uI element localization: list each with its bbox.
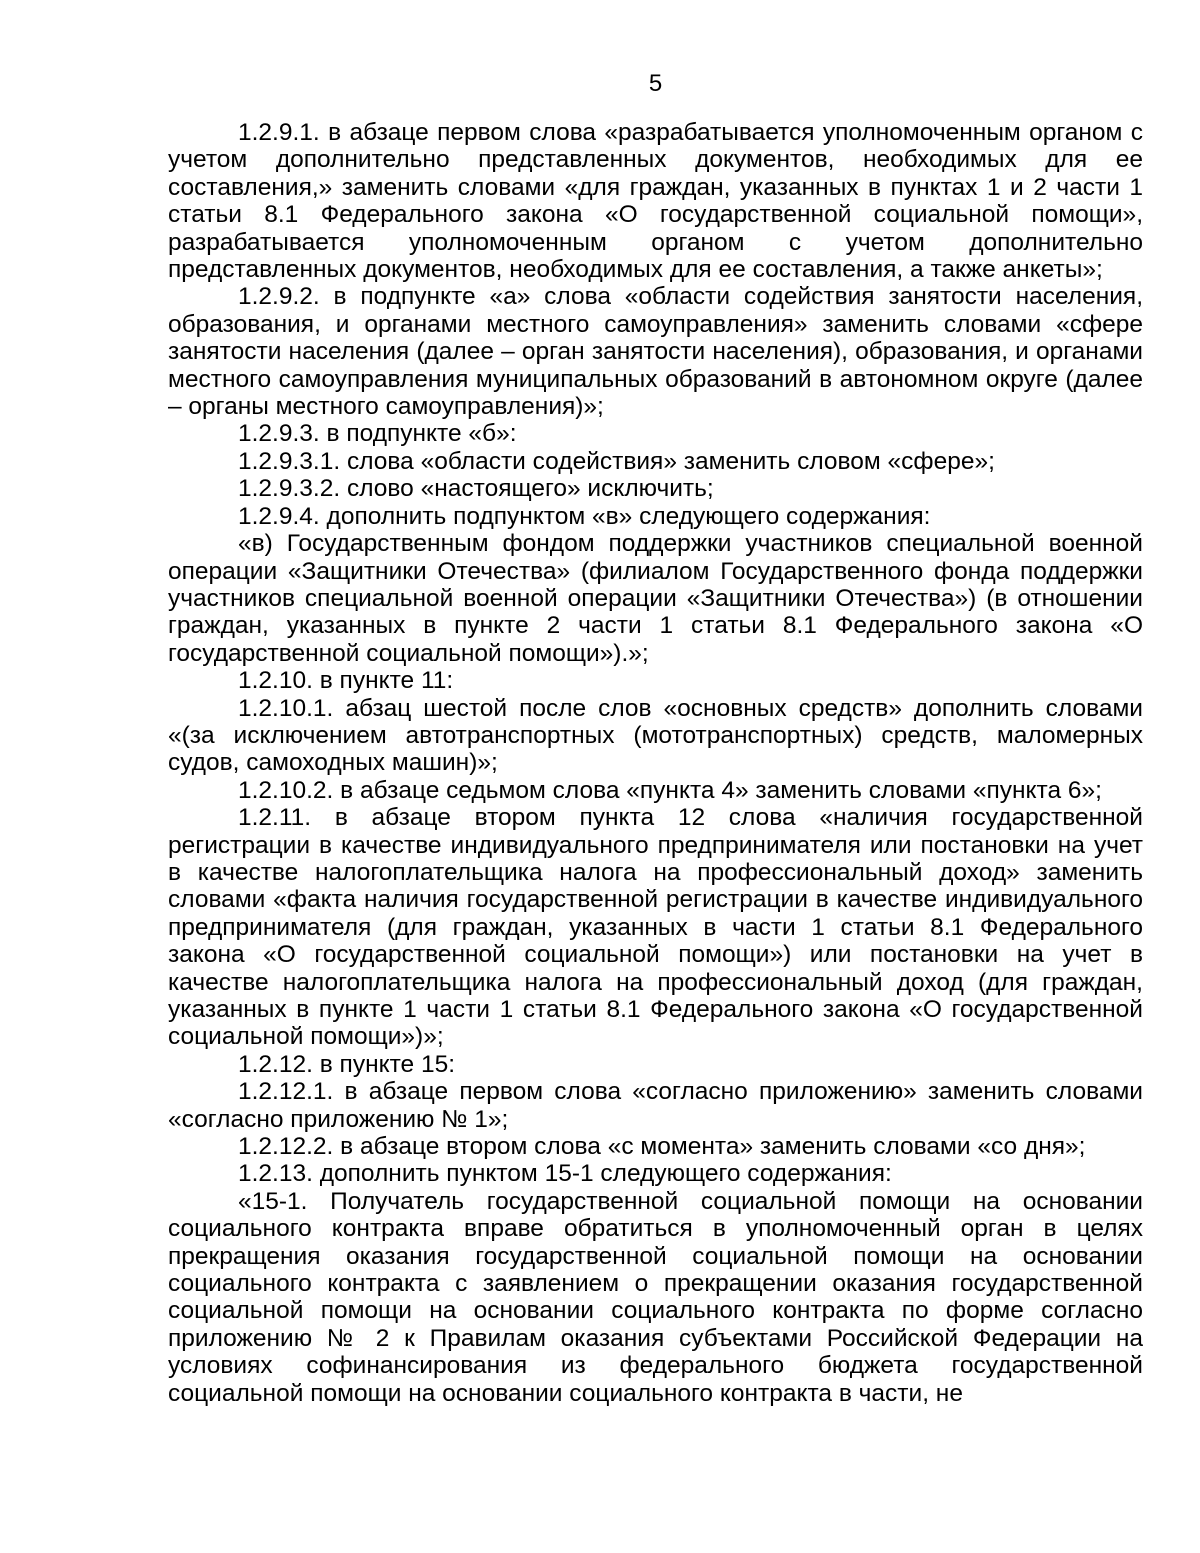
- paragraph: 1.2.9.3. в подпункте «б»:: [238, 420, 517, 448]
- paragraph: 1.2.10. в пункте 11:: [238, 667, 454, 695]
- page-number: 5: [648, 70, 663, 97]
- paragraph: 1.2.12.2. в абзаце втором слова «с момента» заменить словами «со дня»;: [238, 1133, 1086, 1161]
- paragraph: 1.2.9.3.1. слова «области содействия» заменить словом «сфере»;: [238, 447, 995, 475]
- document-body: [168, 119, 1143, 1407]
- paragraph: 1.2.11. в абзаце втором пункта 12 слова «наличия государственной регистрации в качестве индивидуального предпринимателя или постановки на учет в качестве налогоплательщика налога на профессиональный доход» заменить словами «факта наличия государственной регистрации в качестве индивидуального предпринимателя (для граждан, указанных в части 1 статьи 8.1 Федерального закона «О государственной социальной помощи») или постановки на учет в качестве налогоплательщика налога на профессиональный доход (для граждан, указанных в пункте 1 части 1 статьи 8.1 Федерального закона «О государственной социальной помощи»)»;: [168, 804, 1143, 1051]
- paragraph: 1.2.13. дополнить пунктом 15-1 следующего содержания:: [238, 1160, 892, 1188]
- paragraph: 1.2.9.2. в подпункте «а» слова «области содействия занятости населения, образования, и органами местного самоуправления» заменить словами «сфере занятости населения (далее – орган занятости населения), образования, и органами местного самоуправления муниципальных образований в автономном округе (далее – органы местного самоуправления)»;: [168, 283, 1143, 421]
- paragraph: 1.2.12. в пункте 15:: [238, 1050, 456, 1078]
- paragraph: «в) Государственным фондом поддержки участников специальной военной операции «Защитники Отечества» (филиалом Государственного фонда поддержки участников специальной военной операции «Защитники Отечества») (в отношении граждан, указанных в пункте 2 части 1 статьи 8.1 Федерального закона «О государственной социальной помощи»).»;: [168, 530, 1143, 667]
- paragraph: 1.2.10.1. абзац шестой после слов «основных средств» дополнить словами «(за исключением автотранспортных (мототранспортных) средств, маломерных судов, самоходных машин)»;: [168, 694, 1143, 777]
- paragraph: 1.2.12.1. в абзаце первом слова «согласно приложению» заменить словами «согласно приложению № 1»;: [168, 1078, 1143, 1133]
- paragraph: 1.2.9.3.2. слово «настоящего» исключить;: [238, 475, 714, 503]
- paragraph: 1.2.10.2. в абзаце седьмом слова «пункта 4» заменить словами «пункта 6»;: [238, 776, 1102, 804]
- paragraph: 1.2.9.1. в абзаце первом слова «разрабатывается уполномоченным органом с учетом дополнительно представленных документов, необходимых для ее составления,» заменить словами «для граждан, указанных в пунктах 1 и 2 части 1 статьи 8.1 Федерального закона «О государственной социальной помощи», разрабатывается уполномоченным органом с учетом дополнительно представленных документов, необходимых для ее составления, а также анкеты»;: [168, 119, 1143, 284]
- paragraph: «15-1. Получатель государственной социальной помощи на основании социального контракта вправе обратиться в уполномоченный орган в целях прекращения оказания государственной социальной помощи на основании социального контракта с заявлением о прекращении оказания государственной социальной помощи на основании социального контракта по форме согласно приложению № 2 к Правилам оказания субъектами Российской Федерации на условиях софинансирования из федерального бюджета государственной социальной помощи на основании социального контракта в части, не: [168, 1187, 1143, 1407]
- paragraph: 1.2.9.4. дополнить подпунктом «в» следующего содержания:: [238, 502, 931, 530]
